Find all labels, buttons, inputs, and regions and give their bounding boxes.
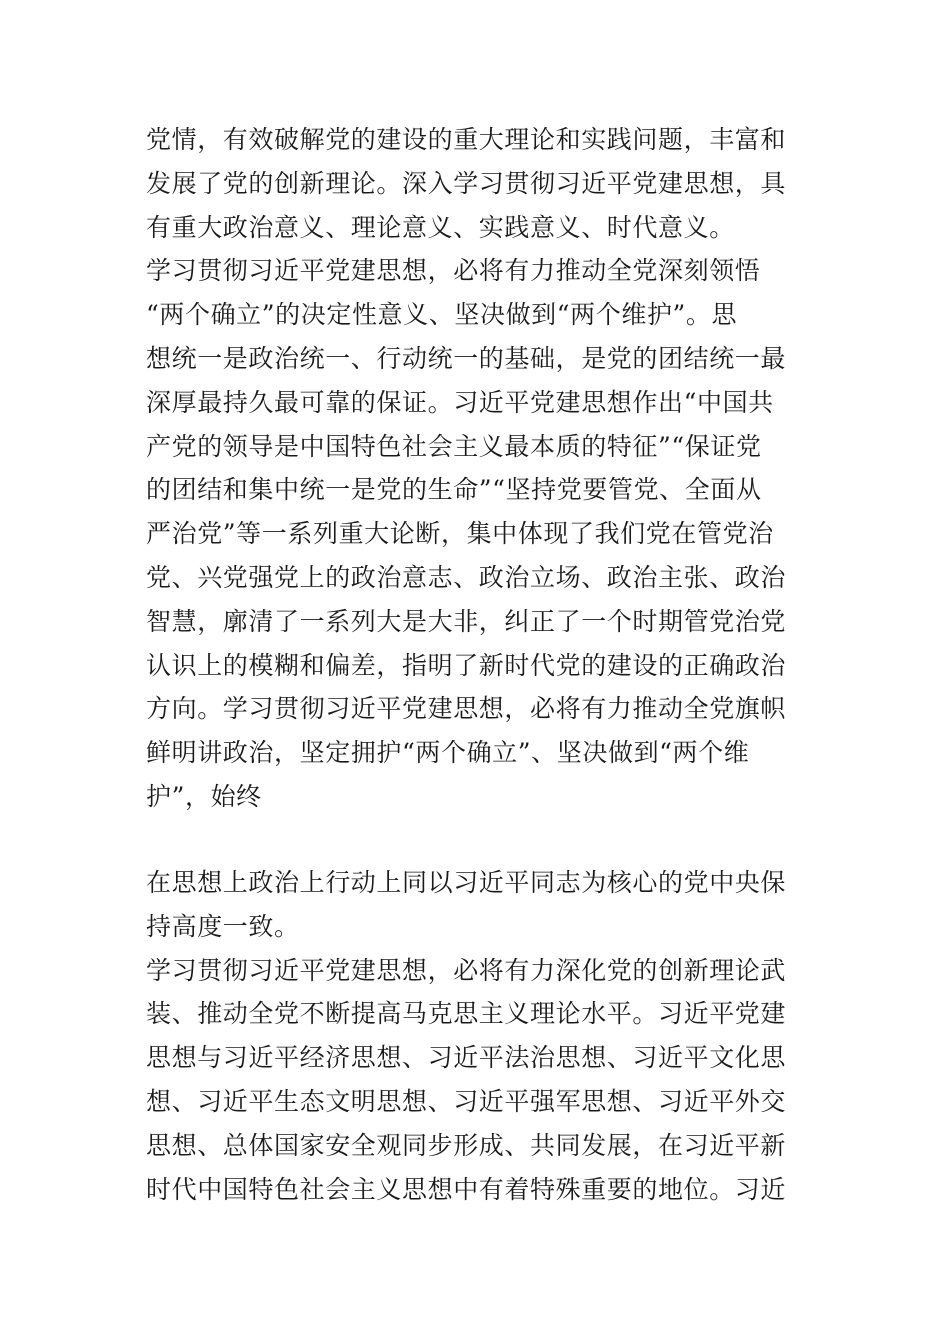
text-line: 方向。学习贯彻习近平党建思想，必将有力推动全党旗帜: [146, 694, 787, 724]
text-line: 时代中国特色社会主义思想中有着特殊重要的地位。习近: [146, 1174, 787, 1204]
text-line: 装、推动全党不断提高马克思主义理论水平。习近平党建: [146, 999, 787, 1029]
text-line: 的团结和集中统一是党的生命”“坚持党要管党、全面从: [146, 475, 762, 505]
text-line: 认识上的模糊和偏差，指明了新时代党的建设的正确政治: [146, 650, 787, 680]
text-line: 学习贯彻习近平党建思想，必将有力深化党的创新理论武: [146, 955, 787, 985]
text-line: 智慧，廓清了一系列大是大非，纠正了一个时期管党治党: [146, 606, 787, 636]
text-line: 想统一是政治统一、行动统一的基础，是党的团结统一最: [146, 343, 787, 373]
text-line: 学习贯彻习近平党建思想，必将有力推动全党深刻领悟: [146, 256, 761, 286]
text-block-upper: [146, 118, 846, 819]
text-line: “两个确立”的决定性意义、坚决做到“两个维护”。思: [146, 300, 738, 330]
text-line: 有重大政治意义、理论意义、实践意义、时代意义。: [146, 212, 735, 242]
text-line: 鲜明讲政治，坚定拥护“两个确立”、坚决做到“两个维: [146, 738, 750, 768]
text-line: 想、习近平生态文明思想、习近平强军思想、习近平外交: [146, 1086, 787, 1116]
text-line: 党情，有效破解党的建设的重大理论和实践问题，丰富和: [146, 125, 787, 154]
text-line: 护”，始终: [146, 781, 262, 811]
text-block-lower: [146, 861, 846, 1211]
text-line: 党、兴党强党上的政治意志、政治立场、政治主张、政治: [146, 562, 787, 592]
text-line: 深厚最持久最可靠的保证。习近平党建思想作出“中国共: [146, 387, 774, 417]
text-line: 思想、总体国家安全观同步形成、共同发展，在习近平新: [146, 1130, 787, 1160]
text-line: 思想与习近平经济思想、习近平法治思想、习近平文化思: [146, 1043, 787, 1073]
text-line: 发展了党的创新理论。深入学习贯彻习近平党建思想，具: [146, 168, 787, 198]
text-line: 严治党”等一系列重大论断，集中体现了我们党在管党治: [146, 519, 774, 549]
text-line: 产党的领导是中国特色社会主义最本质的特征”“保证党: [146, 431, 762, 461]
text-line: 持高度一致。: [146, 911, 300, 941]
text-line: 在思想上政治上行动上同以习近平同志为核心的党中央保: [146, 868, 787, 897]
